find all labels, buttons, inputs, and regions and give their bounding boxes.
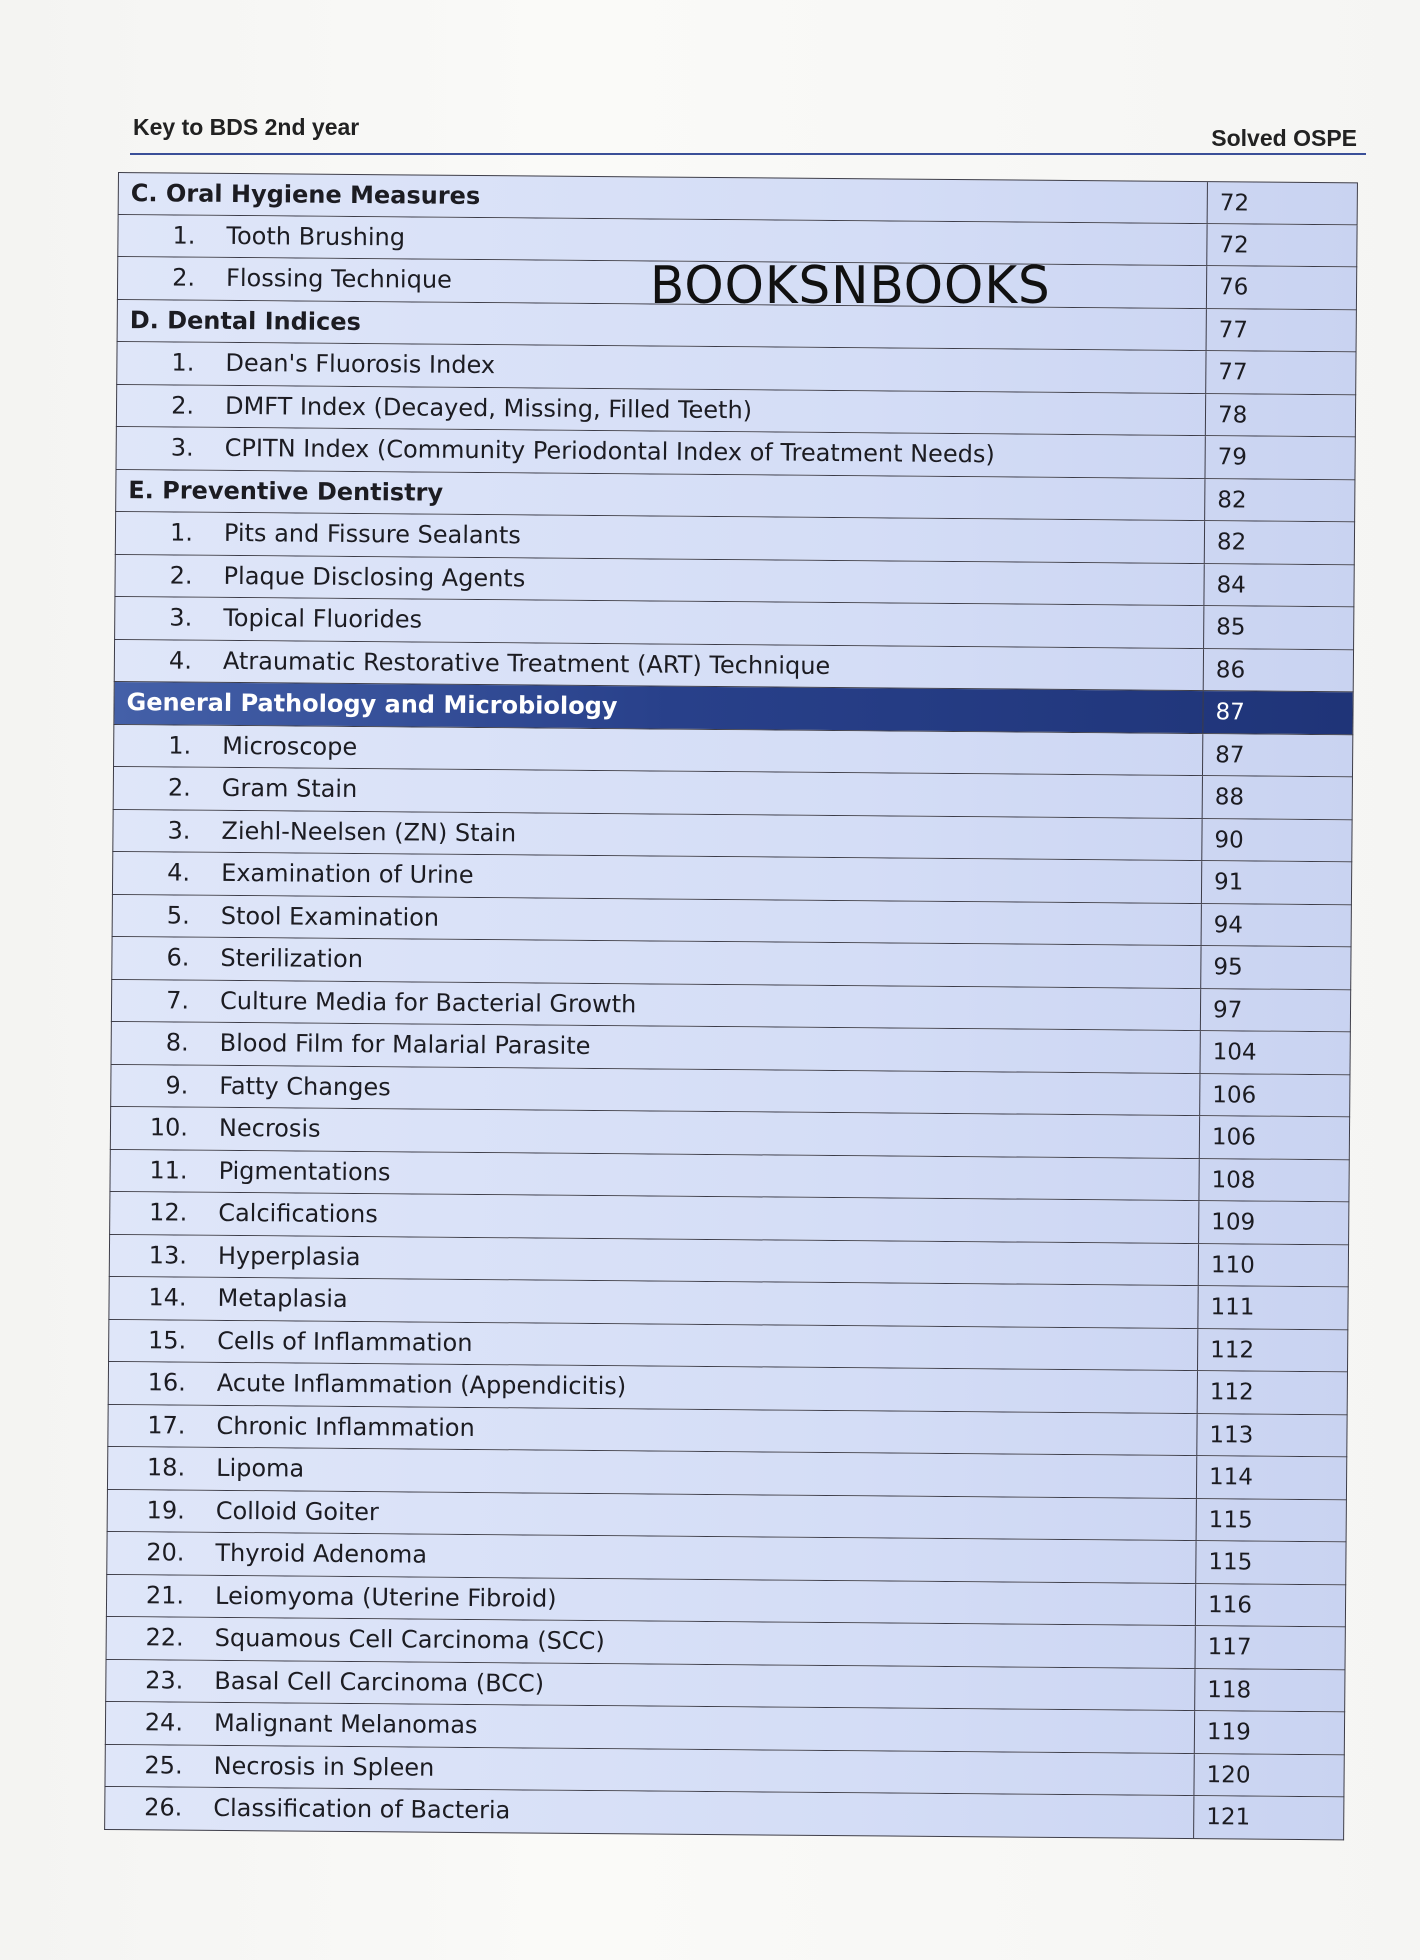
- toc-page-number: 119: [1194, 1711, 1344, 1754]
- toc-item-number: 8.: [165, 1028, 189, 1057]
- toc-item-number: 1.: [169, 518, 194, 547]
- toc-item-number: 3.: [169, 603, 193, 632]
- toc-item-number: 3.: [167, 815, 191, 845]
- toc-entry-title: Sterilization: [220, 943, 364, 974]
- toc-item-number: 19.: [146, 1495, 185, 1525]
- toc-entry-title: Tooth Brushing: [226, 221, 406, 251]
- toc-entry-title: DMFT Index (Decayed, Missing, Filled Teeth): [224, 391, 753, 424]
- toc-item-number: 4.: [167, 858, 191, 887]
- toc-item-number: 12.: [148, 1198, 188, 1227]
- toc-page-number: 104: [1199, 1031, 1349, 1074]
- toc-page-number: 106: [1199, 1074, 1349, 1117]
- toc-entry-title: Chronic Inflammation: [216, 1411, 475, 1442]
- toc-entry-title: Plaque Disclosing Agents: [223, 561, 526, 592]
- toc-page-number: 77: [1205, 351, 1355, 394]
- toc-entry-title: Ziehl-Neelsen (ZN) Stain: [221, 816, 517, 847]
- toc-entry-title: Metaplasia: [217, 1283, 348, 1313]
- toc-page-number: 82: [1204, 521, 1354, 564]
- toc-item-number: 7.: [166, 985, 190, 1015]
- running-header-right: Solved OSPE: [1211, 125, 1357, 151]
- toc-page-number: 117: [1195, 1626, 1345, 1669]
- toc-item-number: 3.: [170, 433, 194, 462]
- toc-item-number: 21.: [145, 1580, 185, 1610]
- toc-entry-title: Microscope: [222, 731, 358, 761]
- toc-item-number: 26.: [144, 1793, 183, 1822]
- toc-page-number: 111: [1197, 1286, 1347, 1329]
- toc-entry-title: Basal Cell Carcinoma (BCC): [214, 1666, 545, 1698]
- toc-page-number: 82: [1204, 479, 1354, 522]
- toc-item-number: 10.: [149, 1113, 189, 1142]
- toc-entry-title: Cells of Inflammation: [217, 1326, 473, 1357]
- toc-page-number: 106: [1199, 1116, 1349, 1159]
- toc-entry-title: Pits and Fissure Sealants: [223, 518, 521, 550]
- toc-entry-title: C. Oral Hygiene Measures: [130, 179, 481, 211]
- toc-entry-title: Gram Stain: [221, 773, 358, 804]
- toc-page-number: 72: [1206, 224, 1356, 267]
- toc-item-number: 11.: [149, 1155, 188, 1185]
- toc-item-number: 4.: [168, 645, 193, 675]
- toc-item-number: 22.: [145, 1623, 184, 1652]
- toc-entry-title: Acute Inflammation (Appendicitis): [216, 1368, 627, 1401]
- toc-entry-title: Fatty Changes: [219, 1071, 391, 1101]
- toc-entry-title: Classification of Bacteria: [213, 1793, 511, 1825]
- toc-page-number: 108: [1198, 1159, 1348, 1202]
- toc-item-number: 5.: [166, 900, 190, 930]
- toc-entry-title: D. Dental Indices: [129, 305, 362, 336]
- toc-page-number: 97: [1200, 989, 1350, 1032]
- header-divider: [130, 153, 1366, 155]
- toc-page-number: 88: [1202, 776, 1352, 819]
- toc-entry-title: Colloid Goiter: [215, 1496, 379, 1526]
- toc-page-number: 112: [1197, 1329, 1347, 1372]
- toc-page-number: 84: [1203, 564, 1353, 607]
- toc-page-number: 85: [1203, 606, 1353, 649]
- toc-item-number: 20.: [146, 1538, 185, 1567]
- toc-item-number: 16.: [147, 1368, 186, 1397]
- toc-item-number: 18.: [146, 1453, 186, 1482]
- toc-entry-title: Atraumatic Restorative Treatment (ART) Technique: [222, 646, 831, 680]
- toc-page-number: 115: [1196, 1499, 1346, 1542]
- toc-page-number: 79: [1204, 436, 1354, 479]
- toc-page-number: 87: [1202, 734, 1352, 777]
- toc-item-number: 13.: [148, 1240, 188, 1270]
- toc-entry-title: Lipoma: [216, 1453, 305, 1483]
- toc-entry-title: General Pathology and Microbiology: [126, 688, 618, 721]
- toc-page-number: 77: [1206, 309, 1356, 352]
- toc-entry-title: Dean's Fluorosis Index: [225, 348, 496, 380]
- toc-entry-title: Culture Media for Bacterial Growth: [219, 986, 637, 1018]
- toc-entry-title: Topical Fluorides: [223, 603, 423, 634]
- toc-entry-title: Flossing Technique: [225, 263, 452, 294]
- toc-page-number: 113: [1196, 1414, 1346, 1457]
- toc-page-number: 78: [1205, 394, 1355, 437]
- toc-page-number: 120: [1193, 1754, 1343, 1797]
- toc-item-number: 2.: [171, 390, 195, 420]
- toc-entry-title: Calcifications: [218, 1198, 378, 1229]
- toc-item-number: 2.: [169, 560, 193, 590]
- toc-item-number: 24.: [144, 1708, 184, 1737]
- toc-item-number: 2.: [172, 263, 196, 292]
- toc-item-number: 1.: [172, 220, 196, 250]
- toc-page-number: 90: [1201, 819, 1351, 862]
- toc-item-number: 15.: [147, 1325, 187, 1355]
- toc-page-number: 121: [1193, 1796, 1343, 1839]
- toc-page-number: 91: [1201, 861, 1351, 904]
- running-header-left: Key to BDS 2nd year: [133, 114, 360, 140]
- toc-item-number: 1.: [168, 730, 192, 760]
- toc-page-number: 110: [1198, 1244, 1348, 1287]
- toc-entry-title: Leiomyoma (Uterine Fibroid): [214, 1581, 557, 1613]
- watermark-text: BOOKSNBOOKS: [650, 256, 1051, 316]
- toc-page-number: 115: [1195, 1541, 1345, 1584]
- toc-entry-title: Thyroid Adenoma: [215, 1538, 428, 1569]
- toc-item-number: 6.: [166, 943, 190, 972]
- toc-item-number: 14.: [148, 1283, 187, 1312]
- toc-item-number: 25.: [144, 1750, 183, 1780]
- toc-entry-title: Examination of Urine: [221, 858, 474, 890]
- toc-page-number: 94: [1201, 904, 1351, 947]
- toc-page-number: 95: [1200, 946, 1350, 989]
- toc-item-number: 23.: [145, 1665, 184, 1695]
- toc-entry-title: E. Preventive Dentistry: [128, 475, 444, 507]
- toc-entry-title: Squamous Cell Carcinoma (SCC): [214, 1623, 605, 1656]
- toc-entry-title: Stool Examination: [220, 901, 440, 932]
- toc-item-number: 17.: [147, 1410, 186, 1440]
- toc-entry-title: Necrosis: [218, 1113, 321, 1143]
- toc-entry-title: Hyperplasia: [217, 1241, 361, 1271]
- toc-entry-title: Blood Film for Malarial Parasite: [219, 1028, 591, 1060]
- table-of-contents: [104, 172, 1358, 1840]
- toc-page-number: 109: [1198, 1201, 1348, 1244]
- toc-page-number: 76: [1206, 266, 1356, 309]
- toc-page-number: 72: [1207, 182, 1357, 224]
- toc-entry-title: CPITN Index (Community Periodontal Index of Treatment Needs): [224, 433, 995, 469]
- toc-entry-title: Malignant Melanomas: [213, 1708, 478, 1740]
- toc-page-number: 87: [1202, 691, 1352, 734]
- toc-entry-title: Necrosis in Spleen: [213, 1751, 435, 1782]
- toc-page-number: 86: [1203, 649, 1353, 692]
- toc-item-number: 2.: [167, 773, 191, 802]
- toc-page-number: 116: [1195, 1584, 1345, 1627]
- toc-item-number: 1.: [171, 348, 195, 377]
- toc-page-number: 118: [1194, 1669, 1344, 1712]
- toc-entry-title: Pigmentations: [218, 1156, 391, 1186]
- toc-page-number: 112: [1197, 1371, 1347, 1414]
- toc-page-number: 114: [1196, 1456, 1346, 1499]
- toc-row[interactable]: [104, 1787, 1344, 1840]
- toc-item-number: 9.: [165, 1070, 189, 1100]
